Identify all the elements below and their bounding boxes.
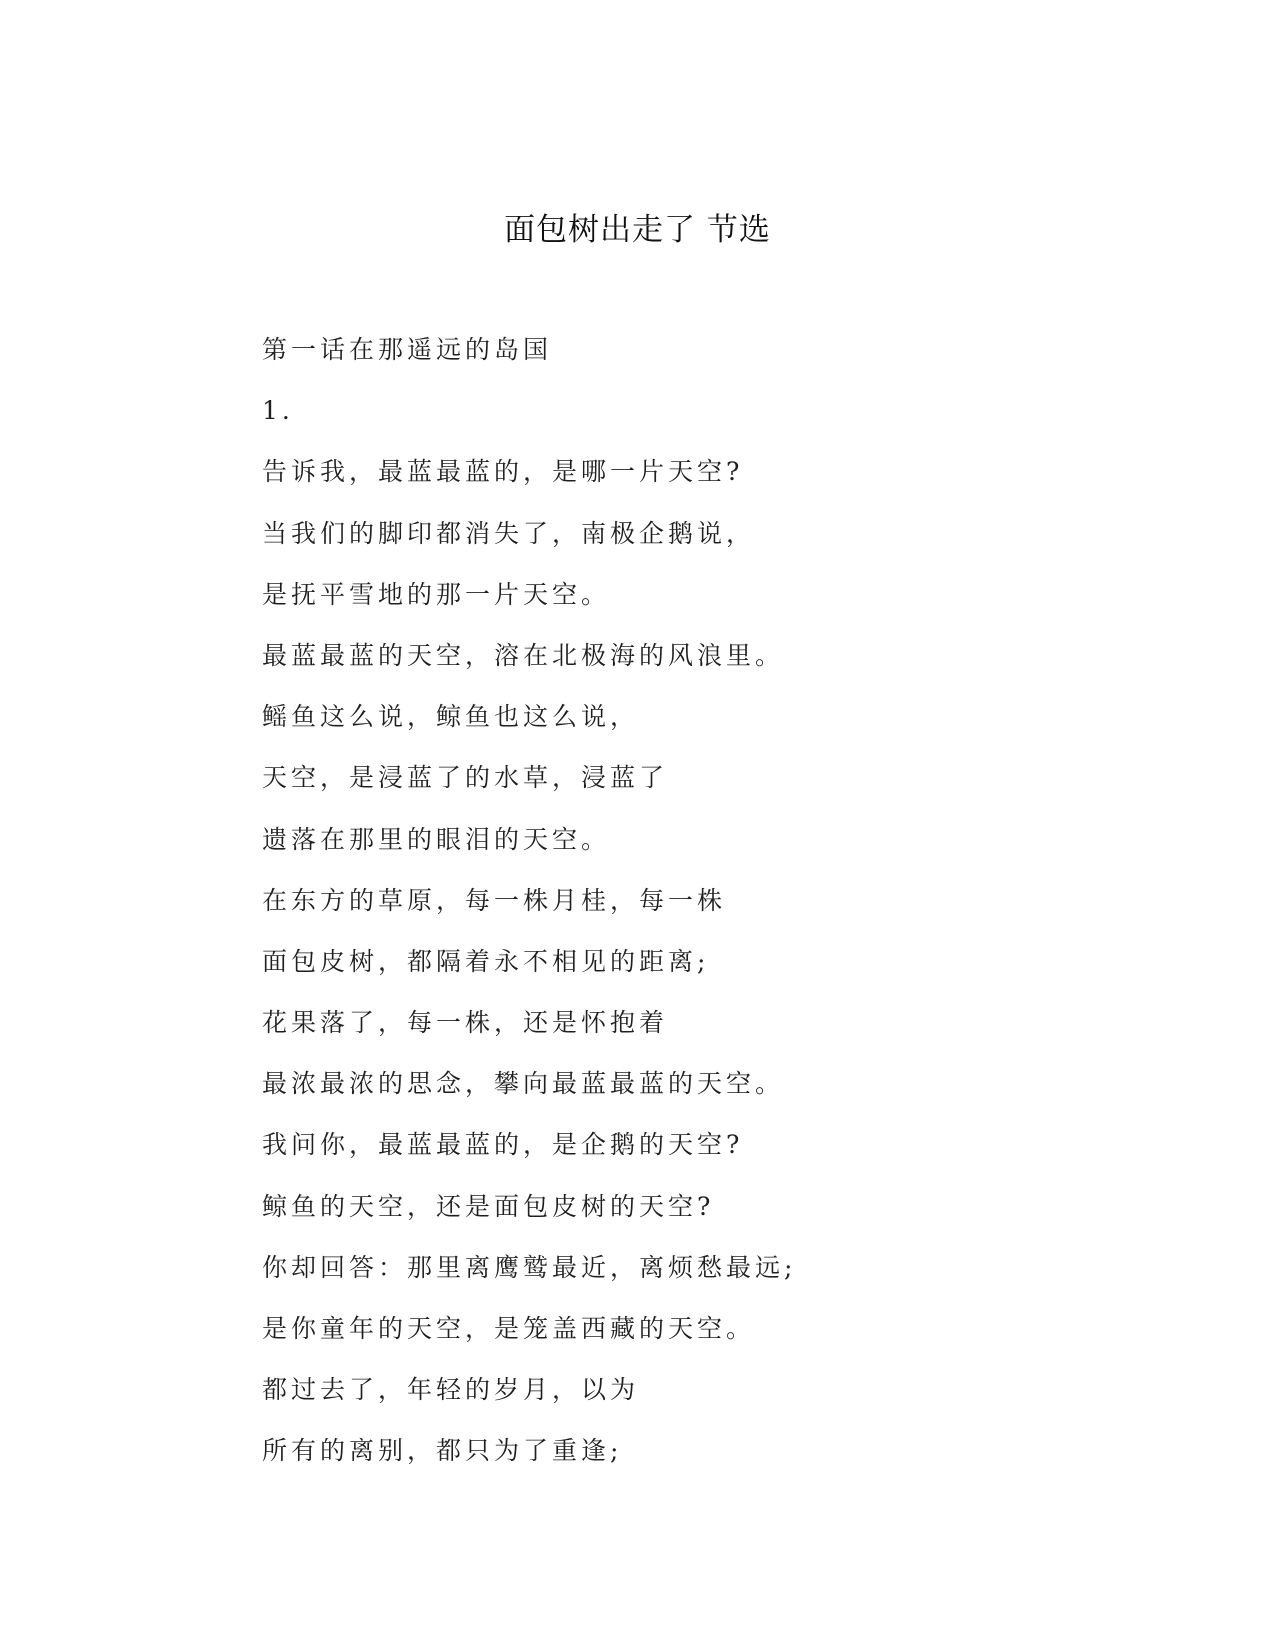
poem-line: 我问你，最蓝最蓝的，是企鹅的天空?: [262, 1130, 744, 1160]
poem-line: 花果落了，每一株，还是怀抱着: [262, 1008, 669, 1038]
poem-line: 最浓最浓的思念，攀向最蓝最蓝的天空。: [262, 1069, 785, 1099]
chapter-heading: 第一话在那遥远的岛国: [262, 335, 553, 364]
poem-line: 都过去了，年轻的岁月，以为: [262, 1375, 640, 1405]
poem-line: 鳐鱼这么说，鲸鱼也这么说，: [262, 702, 640, 732]
poem-line: 鲸鱼的天空，还是面包皮树的天空?: [262, 1191, 715, 1221]
poem-line: 最蓝最蓝的天空，溶在北极海的风浪里。: [262, 640, 785, 670]
poem-line: 所有的离别，都只为了重逢;: [262, 1436, 623, 1466]
poem-line: 告诉我，最蓝最蓝的，是哪一片天空?: [262, 457, 744, 487]
poem-line: 在东方的草原，每一株月桂，每一株: [262, 885, 727, 915]
poem-body: [262, 328, 1062, 1491]
section-number: 1.: [262, 396, 294, 426]
poem-line: 当我们的脚印都消失了，南极企鹅说，: [262, 518, 756, 548]
poem-line: 是抚平雪地的那一片天空。: [262, 579, 611, 609]
poem-line: 是你童年的天空，是笼盖西藏的天空。: [262, 1314, 756, 1343]
poem-line: 面包皮树，都隔着永不相见的距离;: [262, 946, 710, 976]
poem-line: 你却回答：那里离鹰鹫最近，离烦愁最远;: [262, 1252, 797, 1282]
poem-line: 遗落在那里的眼泪的天空。: [262, 824, 611, 854]
poem-line: 天空，是浸蓝了的水草，浸蓝了: [262, 763, 669, 793]
document-title: 面包树出走了 节选: [504, 212, 771, 248]
